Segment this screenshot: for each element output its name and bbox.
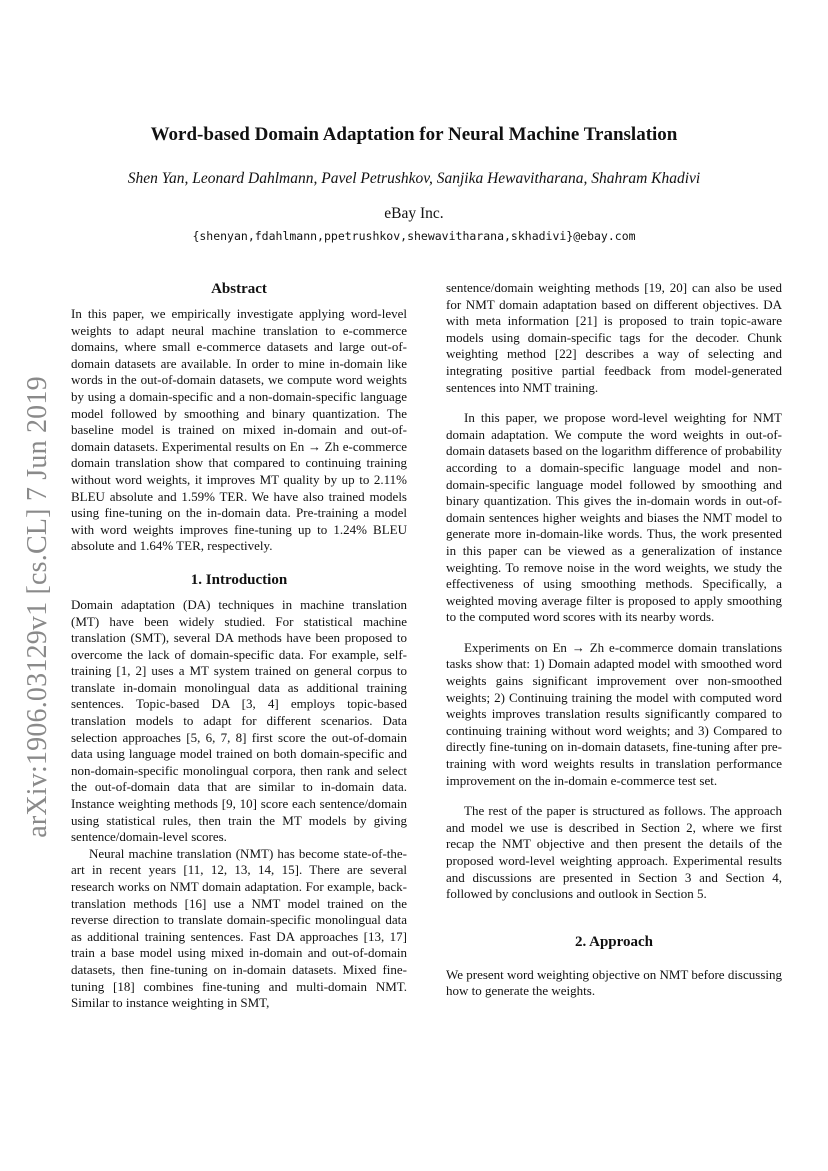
intro-paragraph-5: Experiments on En → Zh e-commerce domain translations tasks show that: 1) Domain adapted model with smoothed word weights gains significant improvement over non-smoothed weights; 2) Continuing training the model with computed word weights improves translation results significantly compared to continuing training without word weights; and 3) Compared to directly fine-tuning on in-domain datasets, fine-tuning after pre-training with word weights results in translation performance improvement on the in-domain e-commerce test set. bbox=[446, 639, 782, 788]
author-list: Shen Yan, Leonard Dahlmann, Pavel Petrushkov, Sanjika Hewavitharana, Shahram Khadivi bbox=[127, 170, 701, 187]
approach-heading: 2. Approach bbox=[574, 933, 654, 950]
abstract-heading: Abstract bbox=[211, 281, 267, 297]
author-emails: {shenyan,fdahlmann,ppetrushkov,shewavitharana,skhadivi}@ebay.com bbox=[192, 229, 636, 243]
arxiv-id: arXiv:1906.03129v1 [cs.CL] 7 Jun 2019 bbox=[22, 376, 53, 838]
intro-paragraph-1: Domain adaptation (DA) techniques in machine translation (MT) have been widely studied. For statistical machine translation (SMT), several DA methods have been proposed to overcome the lack of domain-specific data. For example, self-training [1, 2] uses a MT system trained on general corpus to translate in-domain monolingual data as additional training sentences. Topic-based DA [3, 4] employs topic-based translation models to adapt for different scenarios. Data selection approaches [5, 6, 7, 8] first score the out-of-domain data using language model trained on both domain-specific and non-domain-specific monolingual corpora, then rank and select the out-of-domain data that are similar to in-domain data. Instance weighting methods [9, 10] score each sentence/domain using statistical rules, then train the MT models by giving sentence/domain-level scores. bbox=[71, 596, 407, 845]
right-column bbox=[446, 280, 782, 1000]
introduction-heading: 1. Introduction bbox=[190, 571, 288, 588]
arxiv-stamp bbox=[18, 372, 58, 842]
intro-paragraph-3: sentence/domain weighting methods [19, 20] can also be used for NMT domain adaptation based on different objectives. DA with meta information [21] is proposed to train topic-aware models using domain-specific tags for the decoder. Chunk weighting method [22] describes a way of selecting and integrating positive partial feedback from model-generated sentences into NMT training. bbox=[446, 280, 782, 395]
abstract-text: In this paper, we empirically investigate applying word-level weights to adapt neural machine translation to e-commerce domains, where small e-commerce datasets and large out-of-domain datasets are available. In order to mine in-domain like words in the out-of-domain datasets, we compute word weights by using a domain-specific and a non-domain-specific language model followed by smoothing and binary quantization. The baseline model is trained on mixed in-domain and out-of-domain datasets. Experimental results on En → Zh e-commerce domain translation show that compared to continuing training without word weights, it improves MT quality by up to 2.11% BLEU absolute and 1.59% TER. We have also trained models using fine-tuning on the in-domain data. Pre-training a model with word weights improves fine-tuning up to 1.24% BLEU absolute and 1.64% TER, respectively. bbox=[71, 306, 407, 554]
intro-paragraph-6: The rest of the paper is structured as follows. The approach and model we use is described in Section 2, where we first recap the NMT objective and then present the details of the proposed word-level weighting approach. Experimental results and discussions are presented in Section 3 and Section 4, followed by conclusions and outlook in Section 5. bbox=[446, 803, 782, 902]
affiliation: eBay Inc. bbox=[384, 205, 444, 222]
approach-paragraph-1: We present word weighting objective on NMT before discussing how to generate the weights. bbox=[446, 966, 782, 999]
left-column bbox=[71, 280, 407, 1012]
paper-title: Word-based Domain Adaptation for Neural Machine Translation bbox=[150, 124, 678, 145]
intro-paragraph-2: Neural machine translation (NMT) has become state-of-the-art in recent years [11, 12, 13, 14, 15]. There are several research works on NMT domain adaptation. For example, back-translation methods [16] use a NMT model trained on the reverse direction to translate domain-specific monolingual data as additional training sentences. Fast DA approaches [13, 17] train a base model using mixed in-domain and out-of-domain datasets, then fine-tuning on in-domain datasets. Mixed fine-tuning [18] combines fine-tuning and multi-domain NMT. Similar to instance weighting in SMT, bbox=[71, 845, 407, 1011]
intro-paragraph-4: In this paper, we propose word-level weighting for NMT domain adaptation. We compute the word weights in out-of-domain datasets based on the logarithm difference of probability according to a domain-specific language model and non-domain-specific language model followed by smoothing and binary quantization. This gives the in-domain words in out-of-domain sentences higher weights and biases the NMT model to generate more in-domain-like words. Thus, the work presented in this paper can be viewed as a generalization of instance weighting. To remove noise in the word weights, we study the effectiveness of using smoothing methods. Specifically, a weighted moving average filter is proposed to apply smoothing to the computed word scores with its nearby words. bbox=[446, 410, 782, 625]
